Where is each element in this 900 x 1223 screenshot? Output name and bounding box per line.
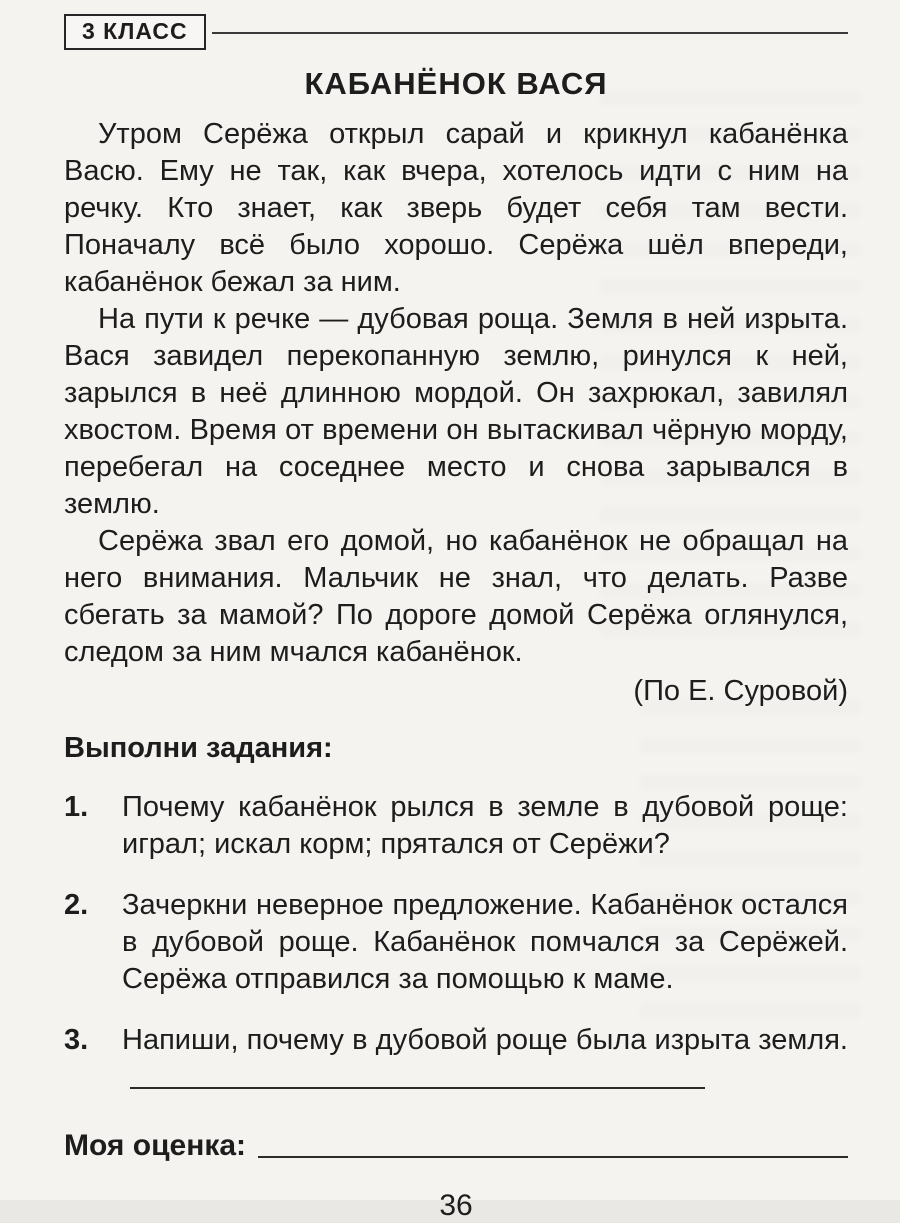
story-paragraph-3: Серёжа звал его домой, но кабанёнок не обращал на него внимания. Мальчик не знал, что делать. Разве сбегать за мамой? По дороге домой Серёжа оглянулся, следом за ним мчался кабанёнок. <box>64 525 848 668</box>
author-attribution: (По Е. Суровой) <box>633 675 848 707</box>
task-number: 3. <box>64 1024 89 1056</box>
story-paragraph-2: На пути к речке — дубовая роща. Земля в ней изрыта. Вася завидел перекопанную землю, ринулся к ней, зарылся в неё длинною мордой. Он захрюкал, завилял хвостом. Время от времени он вытаскивал чёрную морду, перебегал на соседнее место и снова зарывался в землю. <box>64 303 848 520</box>
header-rule <box>212 32 848 34</box>
page-title: КАБАНЁНОК ВАСЯ <box>304 66 608 101</box>
score-write-line <box>258 1156 848 1158</box>
task-item-2 <box>64 887 848 998</box>
task-item-1 <box>64 789 848 863</box>
story-text <box>64 116 848 671</box>
page-header <box>64 14 848 50</box>
page-number: 36 <box>439 1188 473 1222</box>
task-text: Почему кабанёнок рылся в земле в дубовой роще: играл; искал корм; прятался от Серёжи? <box>122 791 848 860</box>
story-paragraph-1: Утром Серёжа открыл сарай и крикнул кабанёнка Васю. Ему не так, как вчера, хотелось идти с ним на речку. Кто знает, как зверь будет себя там вести. Поначалу всё было хорошо. Серёжа шёл впереди, кабанёнок бежал за ним. <box>64 118 848 298</box>
task-text-content: Напиши, почему в дубовой роще была изрыта земля. <box>122 1024 848 1056</box>
score-label: Моя оценка: <box>64 1128 247 1162</box>
task-text: Зачеркни неверное предложение. Кабанёнок остался в дубовой роще. Кабанёнок помчался за Серёжей. Серёжа отправился за помощью к маме. <box>122 889 848 995</box>
grade-badge: 3 КЛАСС <box>64 14 206 50</box>
task-number: 1. <box>64 791 89 823</box>
score-row <box>64 1129 848 1163</box>
tasks-heading: Выполни задания: <box>64 732 333 764</box>
task-text <box>122 1022 848 1099</box>
task-item-3 <box>64 1022 848 1099</box>
answer-write-line <box>130 1059 705 1089</box>
task-number: 2. <box>64 889 89 921</box>
